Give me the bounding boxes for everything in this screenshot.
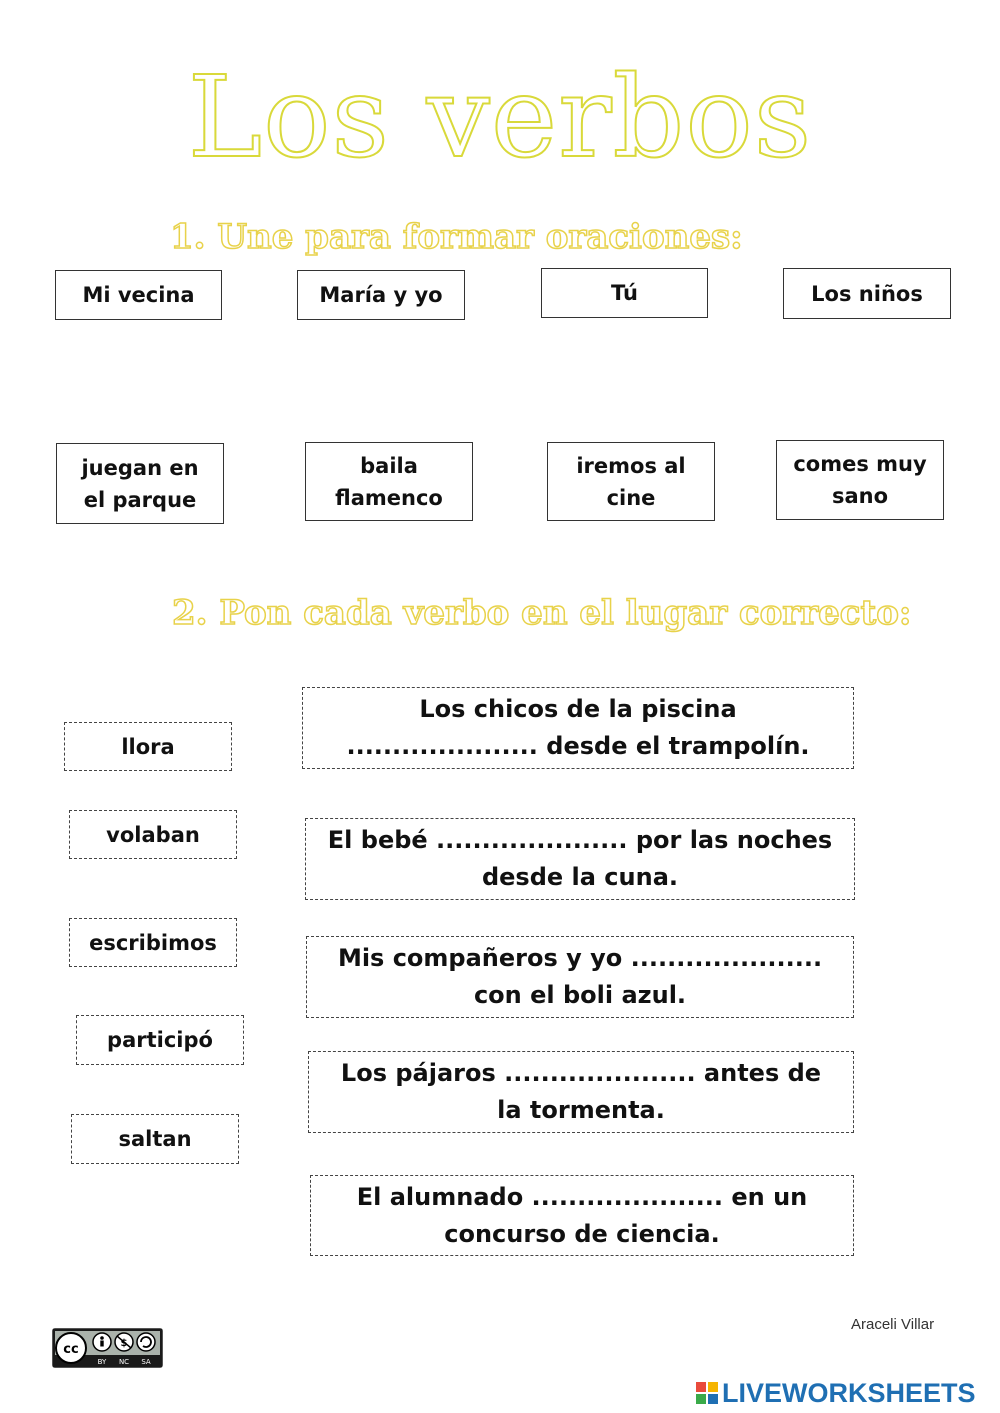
subject-box[interactable]: Mi vecina (55, 270, 222, 320)
section-1-heading: 1. Une para formar oraciones: (170, 217, 743, 257)
verb-box[interactable]: volaban (69, 810, 237, 859)
sentence-box[interactable]: Los pájaros ..................... antes de la tormenta. (308, 1051, 854, 1133)
sentence-box[interactable]: Los chicos de la piscina ..................... desde el trampolín. (302, 687, 854, 769)
predicate-box[interactable]: iremos al cine (547, 442, 715, 521)
predicate-box[interactable]: baila flamenco (305, 442, 473, 521)
subject-box[interactable]: María y yo (297, 270, 465, 320)
svg-text:SA: SA (141, 1358, 151, 1366)
svg-text:cc: cc (63, 1342, 79, 1357)
svg-text:NC: NC (118, 1358, 130, 1366)
author-name: Araceli Villar (851, 1316, 935, 1333)
sentence-box[interactable]: Mis compañeros y yo ..................... con el boli azul. (306, 936, 854, 1018)
predicate-box[interactable]: comes muy sano (776, 440, 944, 520)
svg-text:$: $ (120, 1338, 128, 1349)
verb-box[interactable]: saltan (71, 1114, 239, 1164)
verb-box[interactable]: escribimos (69, 918, 237, 967)
sentence-box[interactable]: El alumnado ..................... en un concurso de ciencia. (310, 1175, 854, 1256)
sentence-box[interactable]: El bebé ..................... por las noches desde la cuna. (305, 818, 855, 900)
predicate-box[interactable]: juegan en el parque (56, 443, 224, 524)
logo-blocks-icon (696, 1382, 718, 1404)
worksheet-title: Los verbos (187, 53, 813, 183)
verb-box[interactable]: participó (76, 1015, 244, 1065)
section-2-heading: 2. Pon cada verbo en el lugar correcto: (172, 593, 912, 633)
verb-box[interactable]: llora (64, 722, 232, 771)
svg-text:BY: BY (97, 1358, 107, 1366)
subject-box[interactable]: Tú (541, 268, 708, 318)
subject-box[interactable]: Los niños (783, 268, 951, 319)
brand-name: LIVEWORKSHEETS (722, 1377, 976, 1408)
cc-license-icon (52, 1328, 163, 1368)
liveworksheets-logo (696, 1378, 976, 1408)
